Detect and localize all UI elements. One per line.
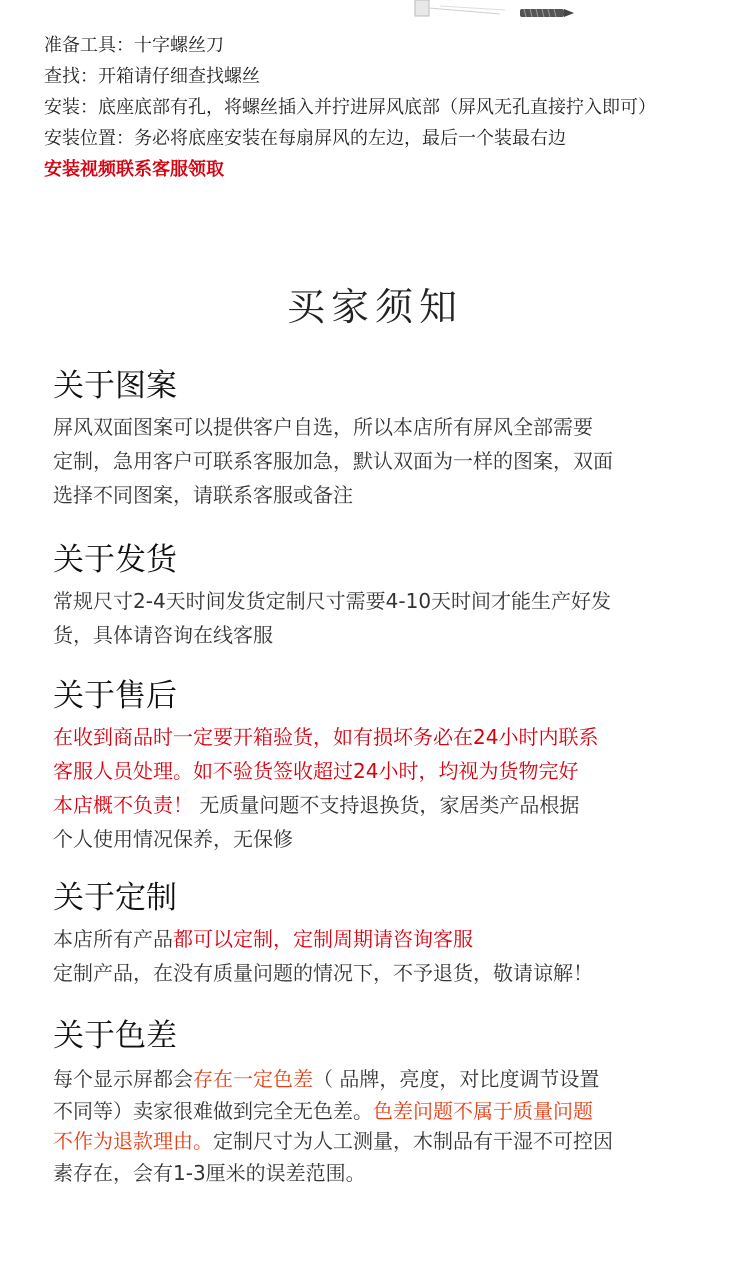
shipping-line: 货，具体请咨询在线客服 xyxy=(53,623,273,647)
aftersale-line: 个人使用情况保养，无保修 xyxy=(53,827,293,851)
screw-illustration xyxy=(380,0,600,30)
color-text: （ 品牌，亮度，对比度调节设置 xyxy=(313,1067,600,1091)
section-custom xyxy=(53,878,713,990)
install-position-line: 安装位置：务必将底座安装在每扇屏风的左边，最后一个装最右边 xyxy=(44,128,566,149)
install-find-line: 查找：开箱请仔细查找螺丝 xyxy=(44,66,260,87)
color-text: 定制尺寸为人工测量，木制品有干湿不可控因 xyxy=(213,1129,613,1153)
aftersale-disclaimer: 本店概不负责！ xyxy=(53,793,193,817)
section-heading: 关于图案 xyxy=(53,368,177,404)
aftersale-policy-text: 无质量问题不支持退换货，家居类产品根据 xyxy=(193,793,580,817)
aftersale-warning-line: 客服人员处理。如不验货签收超过24小时，均视为货物完好 xyxy=(53,759,579,783)
custom-highlight: 都可以定制，定制周期请咨询客服 xyxy=(173,927,473,951)
aftersale-warning-line: 在收到商品时一定要开箱验货，如有损坏务必在24小时内联系 xyxy=(53,725,599,749)
section-pattern xyxy=(53,366,713,512)
install-video-note: 安装视频联系客服领取 xyxy=(44,159,224,180)
color-text: 不同等）卖家很难做到完全无色差。 xyxy=(53,1099,373,1123)
pattern-line: 选择不同图案，请联系客服或备注 xyxy=(53,483,353,507)
custom-text: 本店所有产品 xyxy=(53,927,173,951)
section-color xyxy=(53,1016,713,1190)
section-heading: 关于售后 xyxy=(53,678,177,714)
color-highlight: 色差问题不属于质量问题 xyxy=(373,1099,593,1123)
install-tools-line: 准备工具：十字螺丝刀 xyxy=(44,35,224,56)
section-heading: 关于定制 xyxy=(53,880,177,916)
custom-line: 定制产品，在没有质量问题的情况下，不予退货，敬请谅解！ xyxy=(53,961,593,985)
install-method-line: 安装：底座底部有孔，将螺丝插入并拧进屏风底部（屏风无孔直接拧入即可） xyxy=(44,97,656,118)
pattern-line: 屏风双面图案可以提供客户自选，所以本店所有屏风全部需要 xyxy=(53,415,593,439)
section-heading: 关于色差 xyxy=(53,1018,177,1054)
color-line: 素存在，会有1-3厘米的误差范围。 xyxy=(53,1161,366,1185)
color-text: 每个显示屏都会 xyxy=(53,1067,193,1091)
color-highlight: 存在一定色差 xyxy=(193,1067,313,1091)
page-title: 买家须知 xyxy=(286,285,463,329)
color-highlight: 不作为退款理由。 xyxy=(53,1129,213,1153)
section-shipping xyxy=(53,540,713,652)
install-notes xyxy=(44,30,744,185)
pattern-line: 定制，急用客户可联系客服加急，默认双面为一样的图案，双面 xyxy=(53,449,613,473)
section-aftersale xyxy=(53,676,713,856)
shipping-line: 常规尺寸2-4天时间发货定制尺寸需要4-10天时间才能生产好发 xyxy=(53,589,612,613)
section-heading: 关于发货 xyxy=(53,542,177,578)
